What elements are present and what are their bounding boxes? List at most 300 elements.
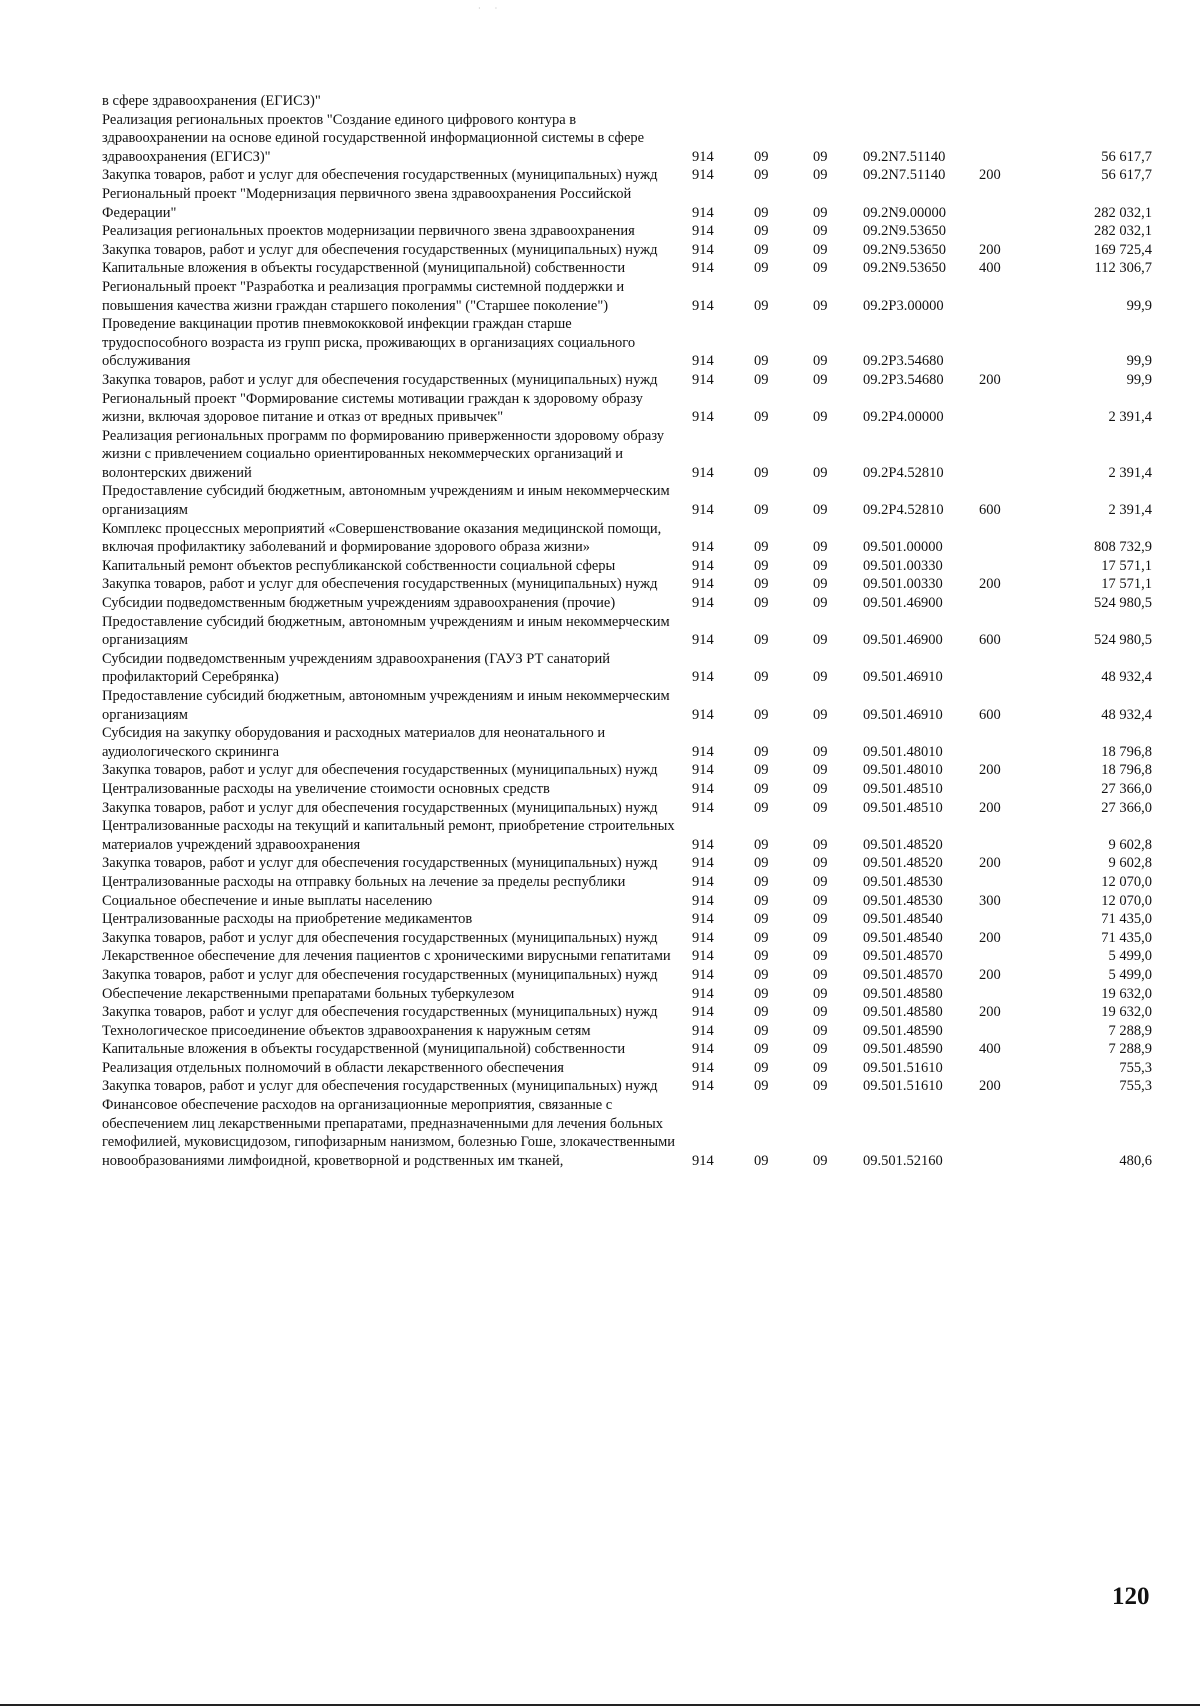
row-name: Предоставление субсидий бюджетным, автономным учреждениям и иным некоммерческим организациям: [102, 483, 670, 519]
row-admin-code: 914: [692, 762, 714, 779]
row-name: Региональный проект "Формирование системы мотивации граждан к здоровому образу жизни, включая здоровое питание и отказ от вредных привычек": [102, 390, 643, 426]
table-row: [102, 482, 1152, 519]
table-row: [102, 687, 1152, 724]
row-target-article: 09.2N9.53650: [863, 260, 946, 277]
table-row: [102, 594, 1152, 613]
row-expense-type: 200: [979, 241, 1001, 258]
row-admin-code: 914: [692, 985, 714, 1002]
table-row: [102, 1096, 1152, 1170]
row-expense-type: [979, 650, 1029, 687]
row-target-article: 09.2P4.52810: [863, 502, 944, 519]
row-subsection-code: 09: [813, 762, 828, 779]
row-admin-code: 914: [692, 297, 714, 314]
row-subsection-code: 09: [813, 167, 828, 184]
row-section-code: 09: [754, 855, 769, 872]
row-admin-code: 914: [692, 669, 714, 686]
row-expense-type: [979, 278, 1029, 315]
row-expense-type: [979, 780, 1029, 799]
row-expense-type: 200: [979, 1004, 1001, 1021]
table-row: [102, 315, 1152, 371]
row-expense-type: 600: [979, 502, 1001, 519]
row-section-code: 09: [754, 241, 769, 258]
table-row: [102, 947, 1152, 966]
row-section-code: 09: [754, 799, 769, 816]
table-row: [102, 111, 1152, 167]
row-expense-type: 400: [979, 1041, 1001, 1058]
row-name: Централизованные расходы на текущий и капитальный ремонт, приобретение строительных материалов учреждений здравоохранения: [102, 818, 675, 853]
row-expense-type: 200: [979, 371, 1001, 388]
row-section-code: 09: [754, 539, 769, 556]
row-name: Закупка товаров, работ и услуг для обеспечения государственных (муниципальных) нужд: [102, 799, 658, 816]
table-row: [102, 799, 1152, 818]
row-name: Закупка товаров, работ и услуг для обеспечения государственных (муниципальных) нужд: [102, 929, 658, 946]
row-admin-code: 914: [692, 260, 714, 277]
row-target-article: 09.2N9.00000: [863, 204, 946, 221]
row-target-article: 09.501.00000: [863, 539, 943, 556]
row-admin-code: 914: [692, 595, 714, 612]
row-section-code: 09: [754, 371, 769, 388]
table-row: [102, 166, 1152, 185]
row-subsection-code: 09: [813, 985, 828, 1002]
row-name: Технологическое присоединение объектов здравоохранения к наружным сетям: [102, 1022, 591, 1039]
row-admin-code: 914: [692, 502, 714, 519]
row-admin-code: 914: [692, 836, 714, 853]
row-admin-code: 914: [692, 167, 714, 184]
row-name: Закупка товаров, работ и услуг для обеспечения государственных (муниципальных) нужд: [102, 371, 658, 388]
row-admin-code: 914: [692, 1152, 714, 1169]
row-name: Реализация региональных программ по формированию приверженности здоровому образу жизни с привлечением социально ориентированных некоммерческих организаций и волонтерских движений: [102, 427, 665, 481]
row-expense-type: [979, 985, 1029, 1004]
row-admin-code: 914: [692, 464, 714, 481]
row-amount: 9 602,8: [1108, 855, 1152, 872]
row-expense-type: [979, 817, 1029, 854]
row-expense-type: [979, 947, 1029, 966]
row-section-code: 09: [754, 502, 769, 519]
row-admin-code: 914: [692, 799, 714, 816]
row-amount: 99,9: [1126, 353, 1152, 370]
row-expense-type: 200: [979, 799, 1001, 816]
row-admin-code: 914: [692, 1041, 714, 1058]
row-target-article: 09.501.48590: [863, 1022, 943, 1039]
table-row: [102, 613, 1152, 650]
row-name: Централизованные расходы на приобретение медикаментов: [102, 911, 473, 928]
row-target-article: 09.2P3.54680: [863, 371, 944, 388]
table-row: [102, 1040, 1152, 1059]
row-expense-type: 200: [979, 1078, 1001, 1095]
row-subsection-code: 09: [813, 669, 828, 686]
row-admin-code: 914: [692, 966, 714, 983]
table-row: [102, 910, 1152, 929]
table-row: [102, 929, 1152, 948]
row-amount: 524 980,5: [1094, 595, 1152, 612]
row-amount: 17 571,1: [1101, 557, 1152, 574]
row-section-code: [754, 92, 813, 111]
table-row: [102, 985, 1152, 1004]
row-amount: 48 932,4: [1101, 706, 1152, 723]
row-expense-type: [979, 390, 1029, 427]
row-target-article: 09.2P4.52810: [863, 464, 944, 481]
row-amount: 18 796,8: [1101, 743, 1152, 760]
row-subsection-code: 09: [813, 780, 828, 797]
table-row: [102, 241, 1152, 260]
row-admin-code: [692, 92, 754, 111]
row-target-article: 09.2P3.54680: [863, 353, 944, 370]
row-target-article: 09.2N7.51140: [863, 167, 946, 184]
row-amount: 12 070,0: [1101, 892, 1152, 909]
row-section-code: 09: [754, 780, 769, 797]
row-admin-code: 914: [692, 1078, 714, 1095]
row-name: Комплекс процессных мероприятий «Совершенствование оказания медицинской помощи, включая профилактику заболеваний и формирование здорового образа жизни»: [102, 520, 662, 556]
table-row: [102, 259, 1152, 278]
row-target-article: 09.501.00330: [863, 557, 943, 574]
row-amount: 755,3: [1119, 1078, 1152, 1095]
row-admin-code: 914: [692, 780, 714, 797]
row-name: Субсидия на закупку оборудования и расходных материалов для неонатального и аудиологического скрининга: [102, 725, 606, 760]
row-expense-type: [979, 185, 1029, 222]
row-section-code: 09: [754, 669, 769, 686]
row-name: Субсидии подведомственным бюджетным учреждениям здравоохранения (прочие): [102, 595, 616, 612]
row-target-article: 09.501.52160: [863, 1152, 943, 1169]
row-name: в сфере здравоохранения (ЕГИСЗ)": [102, 93, 321, 109]
row-amount: 169 725,4: [1094, 241, 1152, 258]
row-admin-code: 914: [692, 371, 714, 388]
table-row: [102, 1022, 1152, 1041]
row-subsection-code: 09: [813, 557, 828, 574]
row-amount: 808 732,9: [1094, 539, 1152, 556]
row-name: Предоставление субсидий бюджетным, автономным учреждениям и иным некоммерческим организациям: [102, 613, 670, 649]
row-target-article: 09.501.48540: [863, 911, 943, 928]
row-section-code: 09: [754, 911, 769, 928]
row-subsection-code: 09: [813, 632, 828, 649]
row-subsection-code: [813, 92, 863, 111]
row-name: Закупка товаров, работ и услуг для обеспечения государственных (муниципальных) нужд: [102, 762, 658, 779]
row-section-code: 09: [754, 966, 769, 983]
table-row: [102, 1003, 1152, 1022]
row-admin-code: 914: [692, 706, 714, 723]
row-admin-code: 914: [692, 539, 714, 556]
row-admin-code: 914: [692, 1022, 714, 1039]
row-amount: 48 932,4: [1101, 669, 1152, 686]
row-subsection-code: 09: [813, 799, 828, 816]
row-name: Закупка товаров, работ и услуг для обеспечения государственных (муниципальных) нужд: [102, 855, 658, 872]
row-target-article: 09.501.48530: [863, 873, 943, 890]
row-subsection-code: 09: [813, 260, 828, 277]
row-target-article: 09.501.48530: [863, 892, 943, 909]
row-amount: [1029, 92, 1152, 111]
table-row: [102, 817, 1152, 854]
row-name: Обеспечение лекарственными препаратами больных туберкулезом: [102, 985, 515, 1002]
table-row: [102, 892, 1152, 911]
row-amount: 27 366,0: [1101, 799, 1152, 816]
row-expense-type: [979, 910, 1029, 929]
table-row: [102, 966, 1152, 985]
row-amount: 2 391,4: [1108, 464, 1152, 481]
row-amount: 755,3: [1119, 1059, 1152, 1076]
row-target-article: 09.501.48010: [863, 743, 943, 760]
row-name: Субсидии подведомственным учреждениям здравоохранения (ГАУЗ РТ санаторий профилакторий Серебрянка): [102, 650, 610, 686]
row-amount: 71 435,0: [1101, 929, 1152, 946]
row-admin-code: 914: [692, 873, 714, 890]
row-name: Закупка товаров, работ и услуг для обеспечения государственных (муниципальных) нужд: [102, 167, 658, 184]
table-row: [102, 650, 1152, 687]
row-expense-type: [979, 724, 1029, 761]
row-expense-type: [979, 315, 1029, 371]
row-section-code: 09: [754, 1059, 769, 1076]
row-section-code: 09: [754, 836, 769, 853]
row-admin-code: 914: [692, 855, 714, 872]
table-row: [102, 92, 1152, 111]
scan-artifact: · ·: [478, 4, 504, 13]
row-name: Закупка товаров, работ и услуг для обеспечения государственных (муниципальных) нужд: [102, 576, 658, 593]
row-section-code: 09: [754, 632, 769, 649]
row-target-article: 09.2N7.51140: [863, 148, 946, 165]
row-subsection-code: 09: [813, 371, 828, 388]
row-subsection-code: 09: [813, 1041, 828, 1058]
table-row: [102, 1077, 1152, 1096]
row-admin-code: 914: [692, 353, 714, 370]
row-subsection-code: 09: [813, 223, 828, 240]
row-name: Региональный проект "Модернизация первичного звена здравоохранения Российской Федерации": [102, 185, 632, 221]
row-target-article: 09.501.46900: [863, 595, 943, 612]
row-section-code: 09: [754, 148, 769, 165]
row-subsection-code: 09: [813, 743, 828, 760]
row-target-article: 09.501.48510: [863, 799, 943, 816]
row-target-article: 09.501.48540: [863, 929, 943, 946]
row-target-article: 09.501.48510: [863, 780, 943, 797]
table-row: [102, 185, 1152, 222]
row-subsection-code: 09: [813, 948, 828, 965]
row-target-article: 09.501.48520: [863, 836, 943, 853]
row-subsection-code: 09: [813, 409, 828, 426]
row-name: Централизованные расходы на увеличение стоимости основных средств: [102, 780, 550, 797]
row-target-article: 09.501.48010: [863, 762, 943, 779]
row-section-code: 09: [754, 1078, 769, 1095]
row-subsection-code: 09: [813, 873, 828, 890]
row-name: Региональный проект "Разработка и реализация программы системной поддержки и повышения качества жизни граждан старшего поколения" ("Старшее поколение"): [102, 278, 625, 314]
row-expense-type: 200: [979, 966, 1001, 983]
row-amount: 5 499,0: [1108, 966, 1152, 983]
row-admin-code: 914: [692, 948, 714, 965]
row-admin-code: 914: [692, 241, 714, 258]
row-expense-type: 600: [979, 632, 1001, 649]
table-row: [102, 427, 1152, 483]
row-amount: 19 632,0: [1101, 1004, 1152, 1021]
row-expense-type: [979, 873, 1029, 892]
row-admin-code: 914: [692, 892, 714, 909]
row-name: Централизованные расходы на отправку больных на лечение за пределы республики: [102, 873, 626, 890]
row-name: Закупка товаров, работ и услуг для обеспечения государственных (муниципальных) нужд: [102, 1078, 658, 1095]
row-target-article: 09.501.46910: [863, 669, 943, 686]
row-amount: 112 306,7: [1094, 260, 1152, 277]
row-section-code: 09: [754, 260, 769, 277]
table-row: [102, 1059, 1152, 1078]
row-target-article: 09.501.48570: [863, 948, 943, 965]
row-name: Проведение вакцинации против пневмококковой инфекции граждан старше трудоспособного возраста из групп риска, проживающих в организациях социального обслуживания: [102, 316, 636, 370]
table-body: [102, 92, 1152, 1170]
row-section-code: 09: [754, 204, 769, 221]
row-name: Закупка товаров, работ и услуг для обеспечения государственных (муниципальных) нужд: [102, 241, 658, 258]
row-section-code: 09: [754, 762, 769, 779]
row-expense-type: [979, 557, 1029, 576]
row-name: Финансовое обеспечение расходов на организационные мероприятия, связанные с обеспечением лиц лекарственными препаратами, предназначенными для лечения больных гемофилией, муковисцидозом, гипофизарным нанизмом, болезнью Гоше, злокачественными новообразованиями лимфоидной, кроветворной и родственных им тканей,: [102, 1097, 676, 1169]
row-target-article: 09.501.48590: [863, 1041, 943, 1058]
row-section-code: 09: [754, 948, 769, 965]
row-expense-type: 200: [979, 855, 1001, 872]
row-expense-type: [979, 222, 1029, 241]
row-section-code: 09: [754, 464, 769, 481]
row-amount: 27 366,0: [1101, 780, 1152, 797]
row-section-code: 09: [754, 1041, 769, 1058]
row-amount: 56 617,7: [1101, 167, 1152, 184]
table-row: [102, 854, 1152, 873]
row-expense-type: 200: [979, 167, 1001, 184]
row-section-code: 09: [754, 409, 769, 426]
row-admin-code: 914: [692, 409, 714, 426]
row-amount: 5 499,0: [1108, 948, 1152, 965]
row-amount: 12 070,0: [1101, 873, 1152, 890]
row-admin-code: 914: [692, 204, 714, 221]
row-target-article: 09.2N9.53650: [863, 223, 946, 240]
row-amount: 99,9: [1126, 297, 1152, 314]
row-name: Реализация отдельных полномочий в области лекарственного обеспечения: [102, 1059, 564, 1076]
row-subsection-code: 09: [813, 204, 828, 221]
row-section-code: 09: [754, 557, 769, 574]
row-subsection-code: 09: [813, 929, 828, 946]
row-amount: 56 617,7: [1101, 148, 1152, 165]
row-subsection-code: 09: [813, 241, 828, 258]
row-section-code: 09: [754, 985, 769, 1002]
row-subsection-code: 09: [813, 892, 828, 909]
row-expense-type: 200: [979, 762, 1001, 779]
row-section-code: 09: [754, 167, 769, 184]
row-expense-type: 600: [979, 706, 1001, 723]
row-subsection-code: 09: [813, 1059, 828, 1076]
row-name: Капитальные вложения в объекты государственной (муниципальной) собственности: [102, 1041, 626, 1058]
row-amount: 7 288,9: [1108, 1041, 1152, 1058]
row-subsection-code: 09: [813, 353, 828, 370]
row-target-article: 09.2N9.53650: [863, 241, 946, 258]
row-subsection-code: 09: [813, 148, 828, 165]
row-section-code: 09: [754, 929, 769, 946]
row-admin-code: 914: [692, 576, 714, 593]
table-row: [102, 390, 1152, 427]
row-section-code: 09: [754, 873, 769, 890]
row-amount: 282 032,1: [1094, 223, 1152, 240]
row-amount: 524 980,5: [1094, 632, 1152, 649]
row-admin-code: 914: [692, 1059, 714, 1076]
row-expense-type: [979, 594, 1029, 613]
row-section-code: 09: [754, 743, 769, 760]
table-row: [102, 780, 1152, 799]
row-expense-type: [979, 111, 1029, 167]
row-expense-type: [979, 1096, 1029, 1170]
row-expense-type: [979, 520, 1029, 557]
row-subsection-code: 09: [813, 966, 828, 983]
row-subsection-code: 09: [813, 595, 828, 612]
row-amount: 7 288,9: [1108, 1022, 1152, 1039]
row-target-article: 09.501.51610: [863, 1059, 943, 1076]
row-section-code: 09: [754, 892, 769, 909]
row-section-code: 09: [754, 1004, 769, 1021]
row-expense-type: 300: [979, 892, 1001, 909]
row-section-code: 09: [754, 1022, 769, 1039]
row-target-article: 09.2P3.00000: [863, 297, 944, 314]
table-row: [102, 724, 1152, 761]
row-amount: 99,9: [1126, 371, 1152, 388]
row-target-article: [863, 92, 979, 111]
row-name: Закупка товаров, работ и услуг для обеспечения государственных (муниципальных) нужд: [102, 966, 658, 983]
row-name: Предоставление субсидий бюджетным, автономным учреждениям и иным некоммерческим организациям: [102, 688, 670, 723]
row-subsection-code: 09: [813, 576, 828, 593]
row-section-code: 09: [754, 223, 769, 240]
row-name: Социальное обеспечение и иные выплаты населению: [102, 892, 433, 909]
row-subsection-code: 09: [813, 911, 828, 928]
row-expense-type: 400: [979, 260, 1001, 277]
row-amount: 480,6: [1119, 1152, 1152, 1169]
row-target-article: 09.2P4.00000: [863, 409, 944, 426]
table-row: [102, 371, 1152, 390]
row-admin-code: 914: [692, 743, 714, 760]
table-row: [102, 575, 1152, 594]
row-amount: 2 391,4: [1108, 409, 1152, 426]
row-subsection-code: 09: [813, 706, 828, 723]
row-subsection-code: 09: [813, 464, 828, 481]
table-row: [102, 278, 1152, 315]
row-target-article: 09.501.46900: [863, 632, 943, 649]
row-target-article: 09.501.48570: [863, 966, 943, 983]
row-subsection-code: 09: [813, 297, 828, 314]
row-admin-code: 914: [692, 929, 714, 946]
row-amount: 282 032,1: [1094, 204, 1152, 221]
row-expense-type: [979, 427, 1029, 483]
row-admin-code: 914: [692, 632, 714, 649]
row-section-code: 09: [754, 576, 769, 593]
row-expense-type: [979, 92, 1029, 111]
row-name: Закупка товаров, работ и услуг для обеспечения государственных (муниципальных) нужд: [102, 1004, 658, 1021]
row-target-article: 09.501.51610: [863, 1078, 943, 1095]
row-admin-code: 914: [692, 1004, 714, 1021]
row-target-article: 09.501.46910: [863, 706, 943, 723]
row-admin-code: 914: [692, 557, 714, 574]
row-section-code: 09: [754, 297, 769, 314]
row-expense-type: [979, 1022, 1029, 1041]
page-number: 120: [1112, 1583, 1150, 1610]
row-name: Лекарственное обеспечение для лечения пациентов с хроническими вирусными гепатитами: [102, 948, 671, 965]
table-row: [102, 520, 1152, 557]
row-expense-type: 200: [979, 929, 1001, 946]
row-target-article: 09.501.48580: [863, 985, 943, 1002]
row-admin-code: 914: [692, 148, 714, 165]
row-amount: 9 602,8: [1108, 836, 1152, 853]
row-name: Реализация региональных проектов "Создание единого цифрового контура в здравоохранении на основе единой государственной информационной системы в сфере здравоохранения (ЕГИСЗ)": [102, 111, 645, 165]
row-section-code: 09: [754, 595, 769, 612]
row-name: Капитальный ремонт объектов республиканской собственности социальной сферы: [102, 557, 616, 574]
row-subsection-code: 09: [813, 1004, 828, 1021]
row-subsection-code: 09: [813, 539, 828, 556]
row-name: Капитальные вложения в объекты государственной (муниципальной) собственности: [102, 260, 626, 277]
row-expense-type: 200: [979, 576, 1001, 593]
row-expense-type: [979, 1059, 1029, 1078]
row-target-article: 09.501.48520: [863, 855, 943, 872]
row-name: Реализация региональных проектов модернизации первичного звена здравоохранения: [102, 223, 635, 240]
row-subsection-code: 09: [813, 1022, 828, 1039]
row-amount: 71 435,0: [1101, 911, 1152, 928]
row-section-code: 09: [754, 353, 769, 370]
row-subsection-code: 09: [813, 1152, 828, 1169]
row-admin-code: 914: [692, 911, 714, 928]
budget-table: [102, 92, 1152, 1170]
row-subsection-code: 09: [813, 836, 828, 853]
